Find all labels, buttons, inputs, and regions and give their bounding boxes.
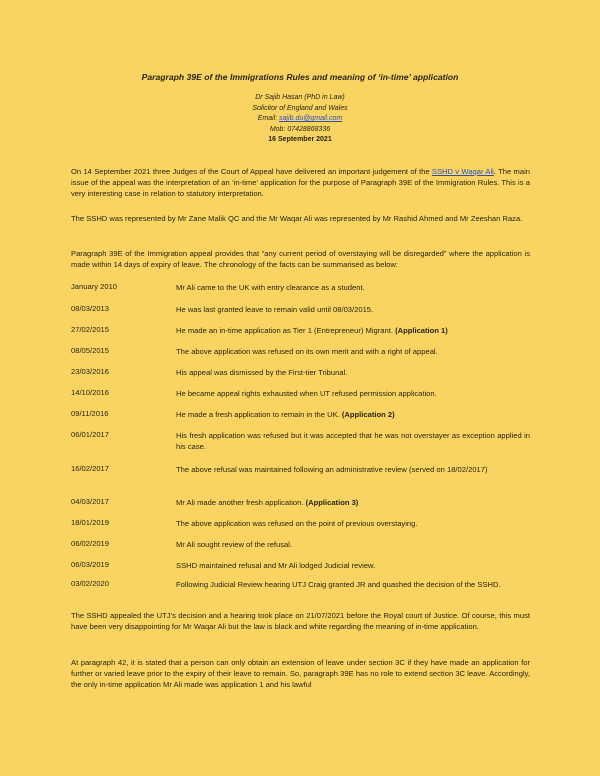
chronology-event-text: The above application was refused on the point of previous overstaying. (176, 519, 418, 528)
paragraph-intro-after: . The main issue of the appeal was the interpretation of an ‘in-time’ application for the purpose of Paragraph 39E of the Immigration Rules. This is a very interesting case in relation to statutory interpretation. (71, 167, 530, 199)
chronology-date: 08/03/2013 (71, 304, 110, 313)
application-tag: (Application 2) (341, 410, 395, 419)
chronology-date: 16/02/2017 (71, 464, 110, 473)
chronology-date: 27/02/2015 (71, 325, 110, 334)
chronology-event-text: His appeal was dismissed by the First-tier Tribunal. (176, 368, 348, 377)
paragraph-intro (71, 166, 530, 200)
application-tag: (Application 3) (305, 498, 359, 507)
chronology-event-text: Following Judicial Review hearing UTJ Craig granted JR and quashed the decision of the SSHD. (176, 580, 501, 589)
email-label: Email: (257, 115, 278, 122)
chronology-event (176, 282, 530, 293)
chronology-event-text: His fresh application was refused but it was accepted that he was not overstayer as exception applied in his case. (176, 431, 530, 451)
chronology-date: January 2010 (71, 282, 118, 291)
chronology-event (176, 409, 530, 420)
chronology-event (176, 325, 530, 336)
author-name: Dr Sajib Hasan (PhD in Law) (255, 94, 345, 101)
chronology-event (176, 579, 530, 590)
chronology-event-text: Mr Ali sought review of the refusal. (176, 540, 293, 549)
document-title: Paragraph 39E of the Immigrations Rules and meaning of ‘in-time’ application (141, 72, 459, 82)
chronology-event-text: He made an in-time application as Tier 1 (Entrepreneur) Migrant. (176, 326, 396, 335)
application-tag: (Application 1) (395, 326, 448, 335)
chronology-event (176, 560, 530, 571)
paragraph-appeal-hearing: The SSHD appealed the UTJ’s decision and a hearing took place on 21/07/2021 before the Royal court of Justice. Of course, this must have been very disappointing for Mr Waqar Ali but the law is black and white regarding the meaning of in-time application. (71, 611, 530, 632)
chronology-date: 06/01/2017 (71, 430, 110, 439)
chronology-event (176, 304, 530, 315)
chronology-date: 09/11/2016 (71, 409, 109, 418)
email-link[interactable]: sajib.du@gmail.com (279, 115, 343, 122)
chronology-event (176, 430, 530, 452)
paragraph-39e: Paragraph 39E of the Immigration appeal provides that “any current period of overstaying will be disregarded” where the application is made within 14 days of expiry of leave. The chronology of the facts can be summarised as below: (71, 249, 530, 270)
case-link[interactable]: SSHD v Waqar Ali (431, 167, 494, 176)
chronology-date: 06/03/2019 (71, 560, 110, 569)
chronology-event-text: He made a fresh application to remain in the UK. (176, 410, 342, 419)
paragraph-intro-before: On 14 September 2021 three Judges of the Court of Appeal have delivered an important judgement of the (71, 167, 432, 176)
chronology-event (176, 388, 530, 399)
chronology-event-text: The above application was refused on its own merit and with a right of appeal. (176, 347, 438, 356)
chronology-event-text: The above refusal was maintained following an administrative review (served on 18/02/2017) (176, 465, 488, 474)
chronology-event (176, 539, 530, 550)
chronology-date: 18/01/2019 (71, 518, 110, 527)
chronology-event (176, 367, 530, 378)
publication-date: 16 September 2021 (268, 136, 332, 143)
author-block (0, 93, 600, 146)
author-mobile: Mob: 07428868336 (269, 125, 331, 133)
chronology-event (176, 518, 530, 529)
chronology-event (176, 346, 530, 357)
paragraph-representation: The SSHD was represented by Mr Zane Malik QC and the Mr Waqar Ali was represented by Mr Rashid Ahmed and Mr Zeeshan Raza. (71, 214, 523, 223)
chronology-date: 06/02/2019 (71, 539, 110, 548)
chronology-date: 23/03/2016 (71, 367, 110, 376)
chronology-event-text: Mr Ali made another fresh application. (176, 498, 306, 507)
chronology-event-text: Mr Ali came to the UK with entry clearance as a student. (176, 283, 365, 292)
chronology-event (176, 464, 530, 475)
author-role: Solicitor of England and Wales (252, 104, 348, 112)
paragraph-42: At paragraph 42, it is stated that a person can only obtain an extension of leave under section 3C if they have made an application for further or varied leave prior to the expiry of their leave to remain. So, paragraph 39E has no role to extend section 3C leave. Accordingly, the only in-time application Mr Ali made was application 1 and his lawful (71, 658, 530, 690)
chronology-date: 14/10/2016 (71, 388, 110, 397)
chronology-date: 04/03/2017 (71, 497, 110, 506)
author-email-line (0, 114, 600, 125)
chronology-event-text: He was last granted leave to remain valid until 08/03/2015. (176, 305, 374, 314)
chronology-date: 03/02/2020 (71, 579, 110, 588)
chronology-event-text: He became appeal rights exhausted when UT refused permission application. (176, 389, 437, 398)
chronology-date: 08/05/2015 (71, 346, 110, 355)
chronology-event (176, 497, 530, 508)
chronology-event-text: SSHD maintained refusal and Mr Ali lodged Judicial review. (176, 561, 376, 570)
